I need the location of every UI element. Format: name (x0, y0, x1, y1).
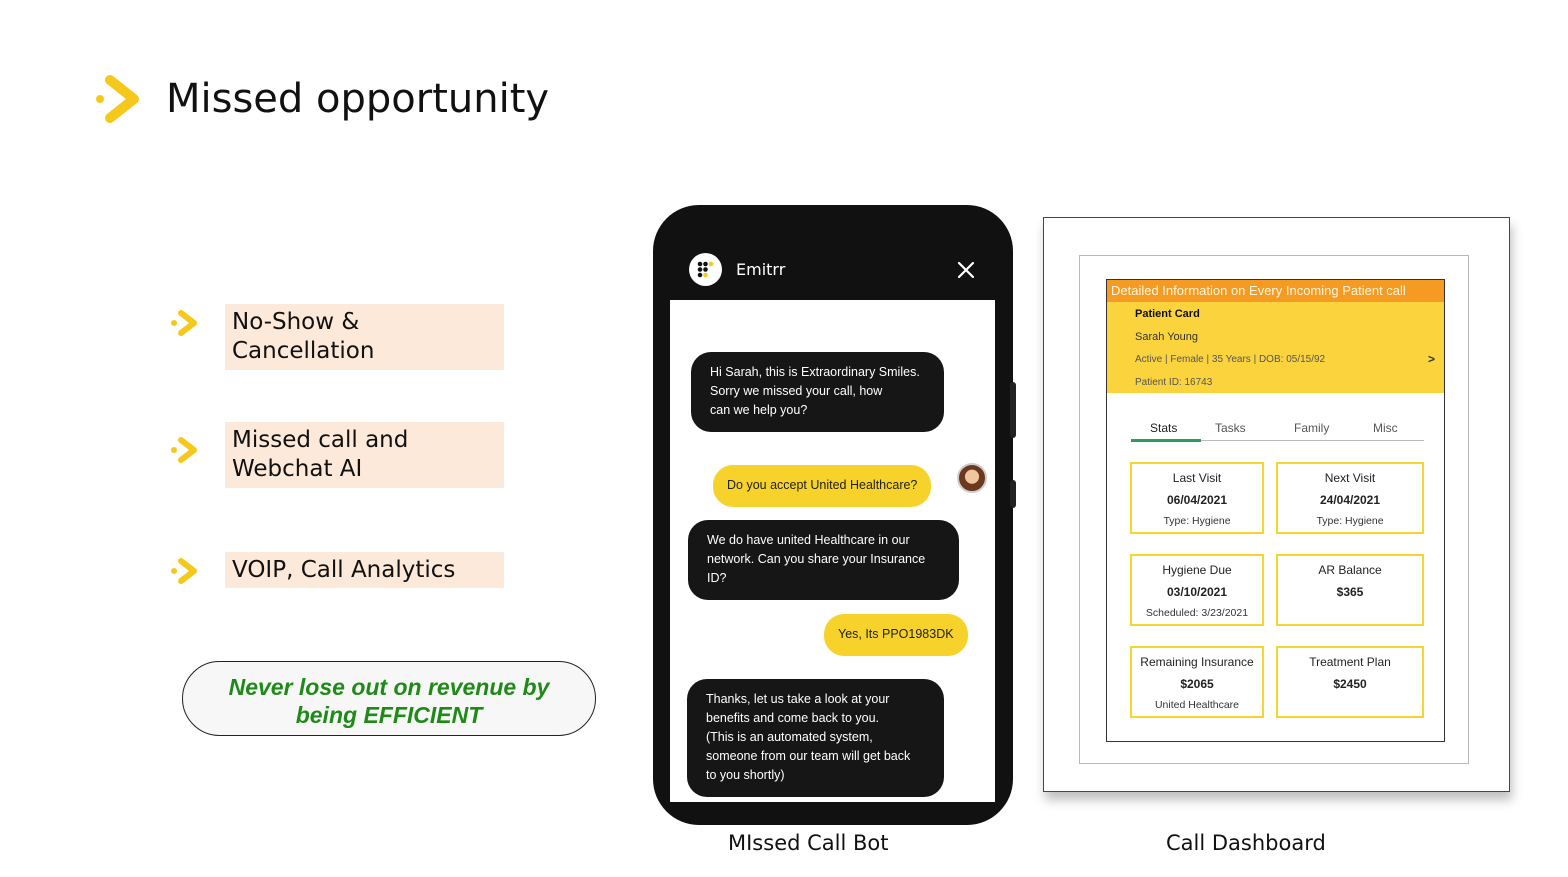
stat-label: AR Balance (1318, 563, 1382, 577)
bullet-line: Missed call and (232, 427, 409, 453)
message-line: Sorry we missed your call, how (710, 384, 883, 398)
title-chevron-icon (94, 74, 142, 128)
patient-card-title: Patient Card (1135, 308, 1200, 320)
message-line: Hi Sarah, this is Extraordinary Smiles. (710, 365, 920, 379)
bullet-chevron-icon (170, 436, 200, 468)
stat-remaining-insurance (1130, 646, 1264, 718)
chat-app-name: Emitrr (736, 260, 786, 279)
stat-label: Hygiene Due (1162, 563, 1232, 577)
stat-treatment-plan (1276, 646, 1424, 718)
stat-value: $2065 (1180, 677, 1214, 691)
stat-value: $2450 (1333, 677, 1367, 691)
tab-active-indicator (1131, 439, 1201, 442)
message-text: Yes, Its PPO1983DK (838, 627, 954, 641)
stat-label: Last Visit (1172, 471, 1222, 485)
stat-value: $365 (1336, 585, 1364, 599)
stat-sub: Type: Hygiene (1163, 515, 1231, 527)
tab-family[interactable]: Family (1294, 421, 1330, 435)
stat-label: Treatment Plan (1309, 655, 1391, 669)
close-icon[interactable] (956, 260, 976, 284)
user-message (713, 465, 931, 507)
stat-hygiene-due (1130, 554, 1264, 626)
dashboard-banner: Detailed Information on Every Incoming Patient call (1107, 280, 1444, 302)
message-line: (This is an automated system, (706, 730, 873, 744)
message-line: network. Can you share your Insurance (707, 552, 926, 566)
bot-message (688, 520, 959, 600)
stat-sub: United Healthcare (1154, 699, 1240, 711)
message-line: can we help you? (710, 403, 808, 417)
stat-label: Remaining Insurance (1140, 655, 1254, 669)
bullet-chevron-icon (170, 557, 200, 589)
page-title: Missed opportunity (166, 76, 550, 122)
tab-stats[interactable]: Stats (1150, 421, 1178, 435)
bullet-no-show (225, 304, 504, 370)
bot-message (687, 679, 944, 797)
user-message (824, 614, 968, 656)
message-line: Thanks, let us take a look at your (706, 692, 890, 706)
dashboard-caption: Call Dashboard (1166, 831, 1326, 855)
patient-info: Active | Female | 35 Years | DOB: 05/15/92 (1135, 354, 1326, 365)
message-line: ID? (707, 571, 727, 585)
stat-sub: Scheduled: 3/23/2021 (1145, 607, 1249, 619)
patient-id: Patient ID: 16743 (1135, 377, 1213, 388)
stat-ar-balance (1276, 554, 1424, 626)
message-line: someone from our team will get back (706, 749, 911, 763)
message-text: Do you accept United Healthcare? (727, 478, 918, 492)
bullet-missed-call (225, 422, 504, 488)
stat-value: 24/04/2021 (1319, 493, 1381, 507)
phone-caption: MIssed Call Bot (728, 831, 889, 855)
stat-next-visit (1276, 462, 1424, 534)
stat-label: Next Visit (1324, 471, 1376, 485)
bullet-line: VOIP, Call Analytics (232, 557, 456, 583)
bullet-line: Cancellation (232, 338, 375, 364)
message-line: We do have united Healthcare in our (707, 533, 910, 547)
tab-misc[interactable]: Misc (1373, 421, 1398, 435)
tab-tasks[interactable]: Tasks (1215, 421, 1246, 435)
bullet-chevron-icon (170, 309, 200, 341)
bullet-voip (225, 552, 504, 588)
emitrr-logo-icon (689, 253, 722, 286)
bullet-line: Webchat AI (232, 456, 363, 482)
phone-side-button (1010, 480, 1016, 508)
tagline-line: being EFFICIENT (295, 702, 483, 728)
tagline-pill (182, 661, 596, 736)
tagline-line: Never lose out on revenue by (228, 674, 550, 700)
stat-value: 03/10/2021 (1166, 585, 1228, 599)
chevron-right-icon[interactable]: > (1428, 352, 1436, 366)
phone-side-button (1010, 382, 1016, 438)
stat-value: 06/04/2021 (1166, 493, 1228, 507)
bullet-line: No-Show & (232, 309, 360, 335)
avatar (957, 463, 987, 493)
message-line: to you shortly) (706, 768, 785, 782)
message-line: benefits and come back to you. (706, 711, 880, 725)
stat-last-visit (1130, 462, 1264, 534)
patient-name: Sarah Young (1135, 331, 1199, 343)
stat-sub: Type: Hygiene (1316, 515, 1384, 527)
bot-message (691, 352, 944, 432)
